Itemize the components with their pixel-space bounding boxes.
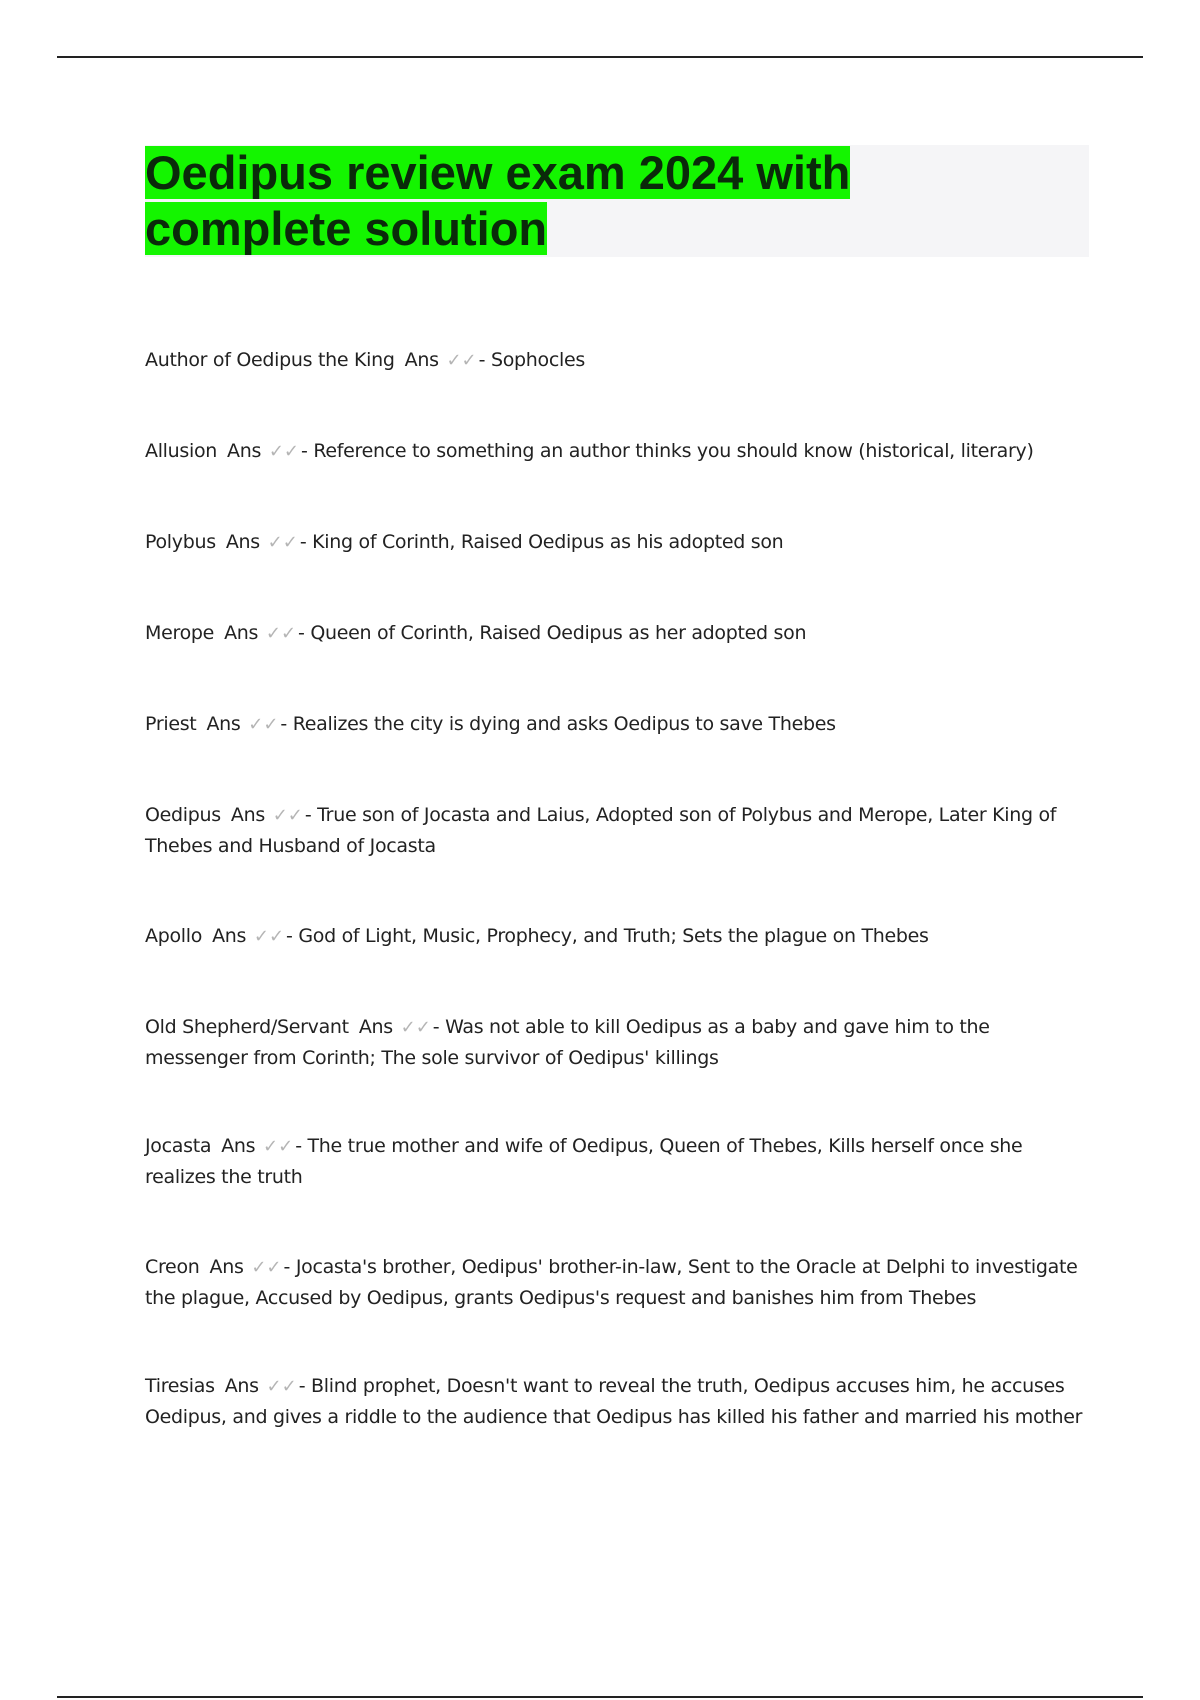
entry-dash: -	[298, 1375, 306, 1397]
qa-entry	[145, 1131, 1090, 1192]
entry-term: Old Shepherd/Servant	[145, 1016, 349, 1038]
qa-entry	[145, 1252, 1090, 1313]
entry-dash: -	[301, 440, 308, 462]
entry-dash: -	[304, 804, 312, 826]
entry-term: Creon	[145, 1256, 200, 1278]
ans-label: Ans	[221, 1135, 256, 1157]
qa-entry	[145, 800, 1090, 861]
qa-entry	[145, 921, 1090, 952]
entry-term: Allusion	[145, 440, 218, 462]
entry-definition: True son of Jocasta and Laius, Adopted son of Polybus and Merope, Later King of Thebes and Husband of Jocasta	[145, 804, 1057, 857]
qa-entry	[145, 618, 1090, 649]
entry-term: Polybus	[145, 531, 216, 553]
entry-term: Tiresias	[145, 1375, 215, 1397]
ans-label: Ans	[404, 349, 439, 371]
page-title	[145, 145, 905, 257]
ans-label: Ans	[224, 622, 259, 644]
entry-definition: The true mother and wife of Oedipus, Queen of Thebes, Kills herself once she realizes the truth	[145, 1135, 1023, 1188]
entry-term: Merope	[145, 622, 215, 644]
double-check-icon: ✓✓	[266, 1376, 297, 1397]
entry-dash: -	[295, 1135, 302, 1157]
ans-label: Ans	[230, 804, 265, 826]
bottom-rule	[57, 1696, 1143, 1698]
entry-definition: King of Corinth, Raised Oedipus as his adopted son	[312, 531, 784, 553]
entry-definition: Was not able to kill Oedipus as a baby and gave him to the messenger from Corinth; The sole survivor of Oedipus' killings	[145, 1016, 990, 1069]
ans-label: Ans	[224, 1375, 259, 1397]
ans-label: Ans	[212, 925, 247, 947]
double-check-icon: ✓✓	[268, 441, 300, 462]
double-check-icon: ✓✓	[251, 1257, 282, 1278]
entry-definition: Blind prophet, Doesn't want to reveal the truth, Oedipus accuses him, he accuses Oedipus, and gives a riddle to the audience that Oedipus has killed his father and married his mother	[145, 1375, 1083, 1428]
qa-entry	[145, 709, 1090, 740]
ans-label: Ans	[225, 531, 260, 553]
entry-term: Jocasta	[145, 1135, 212, 1157]
ans-label: Ans	[206, 713, 241, 735]
entry-term: Apollo	[145, 925, 203, 947]
entry-dash: -	[280, 713, 287, 735]
entry-term: Priest	[145, 713, 197, 735]
double-check-icon: ✓✓	[272, 805, 303, 826]
double-check-icon: ✓✓	[267, 532, 298, 553]
entry-term: Oedipus	[145, 804, 221, 826]
entry-dash: -	[432, 1016, 440, 1038]
qa-entry	[145, 345, 1090, 376]
entry-dash: -	[286, 925, 293, 947]
title-block	[145, 145, 1089, 257]
entry-dash: -	[299, 531, 307, 553]
double-check-icon: ✓✓	[265, 623, 297, 644]
qa-entry	[145, 1371, 1090, 1432]
entry-dash: -	[283, 1256, 291, 1278]
double-check-icon: ✓✓	[400, 1017, 431, 1038]
entry-definition: Sophocles	[490, 349, 585, 371]
ans-label: Ans	[358, 1016, 393, 1038]
double-check-icon: ✓✓	[263, 1136, 294, 1157]
entry-term: Author of Oedipus the King	[145, 349, 395, 371]
title-line-2: complete solution	[145, 202, 548, 255]
ans-label: Ans	[209, 1256, 244, 1278]
entry-dash: -	[478, 349, 486, 371]
title-line-1: Oedipus review exam 2024 with	[145, 146, 851, 199]
double-check-icon: ✓✓	[253, 926, 285, 947]
qa-entry	[145, 527, 1090, 558]
entry-dash: -	[298, 622, 305, 644]
entry-definition: God of Light, Music, Prophecy, and Truth; Sets the plague on Thebes	[298, 925, 929, 947]
ans-label: Ans	[227, 440, 262, 462]
double-check-icon: ✓✓	[248, 714, 279, 735]
top-rule	[57, 56, 1143, 58]
qa-entry	[145, 436, 1090, 467]
double-check-icon: ✓✓	[446, 350, 477, 371]
entry-definition: Queen of Corinth, Raised Oedipus as her adopted son	[310, 622, 807, 644]
entry-definition: Realizes the city is dying and asks Oedipus to save Thebes	[292, 713, 836, 735]
entry-definition: Reference to something an author thinks you should know (historical, literary)	[313, 440, 1034, 462]
entry-definition: Jocasta's brother, Oedipus' brother-in-law, Sent to the Oracle at Delphi to investigate the plague, Accused by Oedipus, grants Oedipus's request and banishes him from Thebes	[145, 1256, 1078, 1309]
qa-entry	[145, 1012, 1090, 1073]
